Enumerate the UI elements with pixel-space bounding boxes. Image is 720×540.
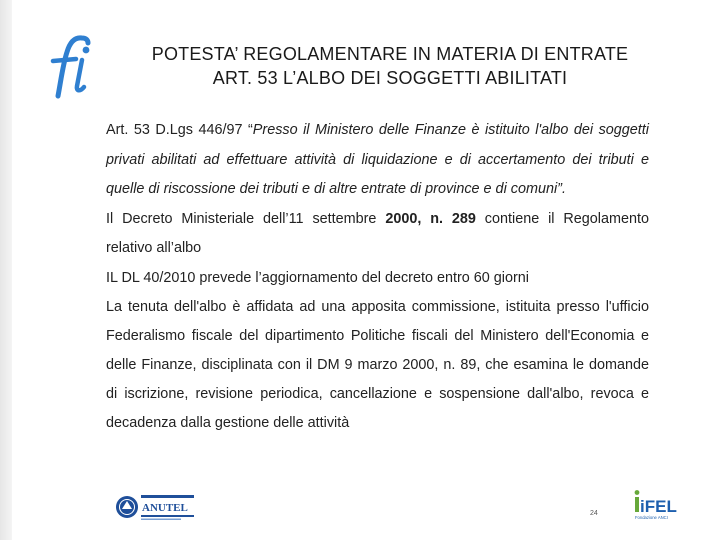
- art53-reference: Art. 53 D.Lgs 446/97 “: [106, 122, 253, 138]
- anutel-logo: [114, 492, 196, 522]
- content-body: [106, 116, 649, 438]
- art53-quote: Presso il Ministero delle Finanze è istituito l'albo dei soggetti privati abilitati ad effettuare attività di liquidazione e di accertamento dei tributi e quelle di riscossione dei tributi e di altre entrate di province e di comuni”.: [106, 122, 649, 197]
- paragraph-decreto: [106, 205, 649, 264]
- decreto-text-after: contiene il Regolamento relativo all’albo: [106, 210, 649, 256]
- fi-logo-icon: [44, 34, 98, 100]
- decreto-text-before: Il Decreto Ministeriale dell’11 settembre: [106, 210, 386, 227]
- ifel-logo: [634, 489, 677, 521]
- page-title: [110, 42, 670, 90]
- decreto-number: 2000, n. 289: [385, 210, 476, 227]
- anutel-logo-text: ANUTEL: [142, 502, 188, 514]
- ifel-subtitle: Fondazione ANCI: [635, 515, 668, 520]
- ifel-logo-text: iFEL: [640, 497, 677, 516]
- paragraph-commissione: La tenuta dell'albo è affidata ad una apposita commissione, istituita presso l'ufficio Federalismo fiscale del dipartimento Politiche fiscali del Ministero dell'Economia e delle Finanze, disciplinata con il DM 9 marzo 2000, n. 89, che esamina le domande di iscrizione, revisione periodica, cancellazione e sospensione dall'albo, revoca e decadenza dalla gestione delle attività: [106, 299, 649, 431]
- paragraph-art53: [106, 116, 649, 205]
- page-number: 24: [590, 510, 598, 517]
- title-line-1: POTESTA’ REGOLAMENTARE IN MATERIA DI ENTRATE: [151, 44, 629, 64]
- title-line-2: ART. 53 L’ALBO DEI SOGGETTI ABILITATI: [212, 68, 568, 88]
- left-decorative-band: [0, 0, 12, 540]
- paragraph-dl-2010: IL DL 40/2010 prevede l’aggiornamento del decreto entro 60 giorni: [106, 269, 529, 286]
